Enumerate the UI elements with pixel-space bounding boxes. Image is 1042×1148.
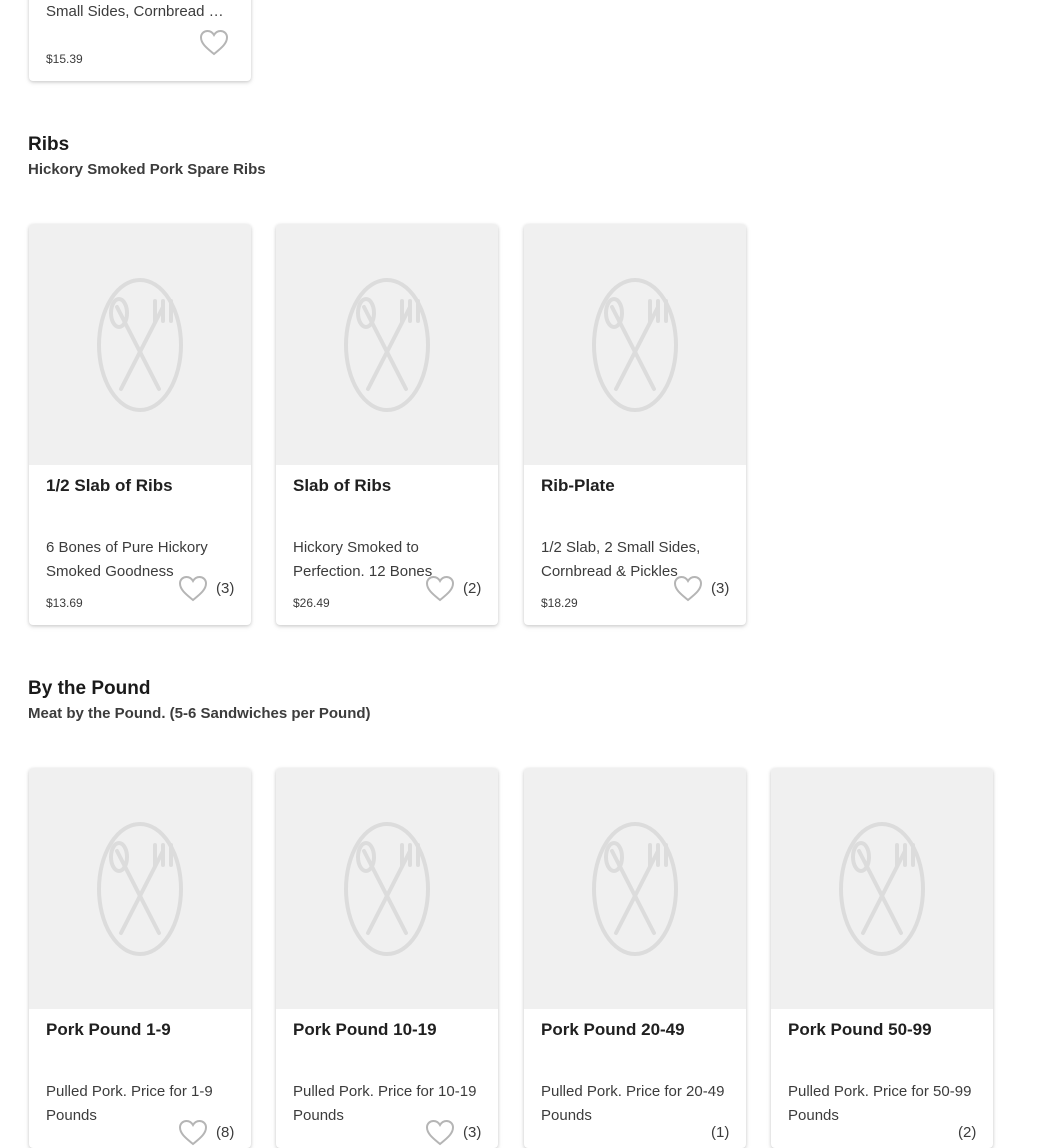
item-name: Slab of Ribs (293, 476, 392, 495)
heart-outline-icon (198, 28, 230, 56)
item-name: Rib-Plate (541, 476, 615, 495)
item-name: Pork Pound 50-99 (788, 1020, 932, 1039)
item-description: Pulled Pork. Price for 1-9 Pounds (46, 1083, 213, 1124)
menu-item-card[interactable] (524, 768, 746, 1148)
utensils-placeholder-icon (344, 821, 430, 957)
heart-outline-icon (177, 1118, 209, 1146)
item-name: Pork Pound 10-19 (293, 1020, 437, 1039)
utensils-placeholder-icon (97, 277, 183, 413)
heart-outline-icon (424, 574, 456, 602)
favorite-button[interactable] (672, 1118, 729, 1146)
utensils-placeholder-icon (344, 277, 430, 413)
favorite-button[interactable] (177, 574, 234, 602)
item-description: 1/2 Slab, 2 Small Sides, Cornbread & Pickles (541, 539, 701, 580)
item-image-placeholder (524, 768, 746, 1009)
favorite-count: (1) (711, 1123, 730, 1141)
favorite-button[interactable] (177, 1118, 234, 1146)
item-price: $18.29 (541, 596, 578, 610)
item-image-placeholder (524, 224, 746, 465)
favorite-count: (8) (216, 1123, 235, 1141)
item-name: 1/2 Slab of Ribs (46, 476, 173, 495)
item-name: Pork Pound 1-9 (46, 1020, 171, 1039)
heart-outline-icon (424, 1118, 456, 1146)
favorite-button[interactable] (672, 574, 729, 602)
section-title: Ribs (28, 134, 70, 155)
utensils-placeholder-icon (592, 821, 678, 957)
item-description: Pulled Pork. Price for 10-19 Pounds (293, 1083, 477, 1124)
item-image-placeholder (771, 768, 993, 1009)
item-description: 6 Bones of Pure Hickory Smoked Goodness (46, 539, 208, 580)
item-description: Pulled Pork. Price for 50-99 Pounds (788, 1083, 972, 1124)
item-description: Small Sides, Cornbread … (46, 3, 224, 20)
item-price: $15.39 (46, 52, 83, 66)
section-title: By the Pound (28, 678, 151, 699)
section-subtitle: Hickory Smoked Pork Spare Ribs (28, 161, 266, 178)
menu-item-card[interactable] (29, 0, 251, 81)
favorite-button[interactable] (919, 1118, 976, 1146)
utensils-placeholder-icon (592, 277, 678, 413)
item-description: Pulled Pork. Price for 20-49 Pounds (541, 1083, 725, 1124)
item-image-placeholder (29, 224, 251, 465)
menu-item-card[interactable] (524, 224, 746, 625)
item-name: Pork Pound 20-49 (541, 1020, 685, 1039)
menu-item-card[interactable] (276, 768, 498, 1148)
item-image-placeholder (276, 768, 498, 1009)
favorite-button[interactable] (424, 574, 481, 602)
menu-item-card[interactable] (771, 768, 993, 1148)
item-description: Hickory Smoked to Perfection. 12 Bones (293, 539, 433, 580)
menu-item-card[interactable] (29, 768, 251, 1148)
favorite-button[interactable] (424, 1118, 481, 1146)
favorite-count: (3) (711, 579, 730, 597)
favorite-count: (3) (216, 579, 235, 597)
item-image-placeholder (29, 768, 251, 1009)
utensils-placeholder-icon (97, 821, 183, 957)
item-image-placeholder (276, 224, 498, 465)
favorite-count: (2) (958, 1123, 977, 1141)
heart-outline-icon (672, 574, 704, 602)
favorite-button[interactable] (198, 28, 237, 56)
item-price: $26.49 (293, 596, 330, 610)
item-price: $13.69 (46, 596, 83, 610)
section-subtitle: Meat by the Pound. (5-6 Sandwiches per Pound) (28, 705, 371, 722)
heart-outline-icon (177, 574, 209, 602)
favorite-count: (3) (463, 1123, 482, 1141)
favorite-count: (2) (463, 579, 482, 597)
menu-item-card[interactable] (276, 224, 498, 625)
utensils-placeholder-icon (839, 821, 925, 957)
menu-item-card[interactable] (29, 224, 251, 625)
